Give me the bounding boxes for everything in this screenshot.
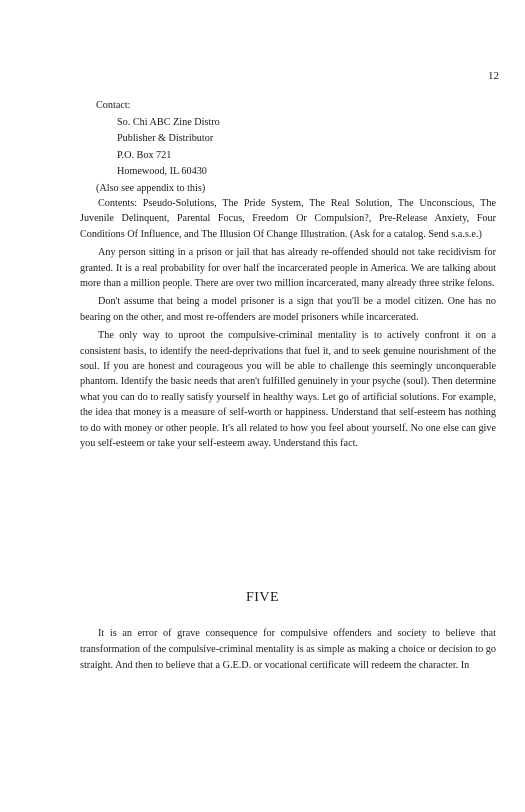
body-text	[80, 196, 496, 455]
paragraph: It is an error of grave consequence for compulsive offenders and society to believe that transformation of the compulsive-criminal mentality is as simple as making a choice or decision to go straight. And then to believe that a G.E.D. or vocational certificate will redeem the character. In	[80, 628, 496, 671]
contact-line: So. Chi ABC Zine Distro	[117, 116, 220, 128]
contact-block	[96, 98, 220, 198]
contact-note: (Also see appendix to this)	[96, 182, 206, 194]
contents-paragraph: Contents: Pseudo-Solutions, The Pride System, The Real Solution, The Unconscious, The Juvenile Delinquent, Parental Focus, Freedom Or Compulsion?, Pre-Release Anxiety, Four Conditions Of Influence, and The Illusion Of Change Illustration. (Ask for a catalog. Send s.a.s.e.)	[80, 198, 496, 240]
section-body	[80, 626, 496, 674]
paragraph: Don't assume that being a model prisoner is a sign that you'll be a model citizen. One has no bearing on the other, and most re-offenders are model prisoners while incarcerated.	[80, 296, 496, 323]
contact-label: Contact:	[96, 100, 131, 111]
contact-line: P.O. Box 721	[117, 149, 172, 161]
paragraph: Any person sitting in a prison or jail that has already re-offended should not take recidivism for granted. It is a real probability for over half the incarcerated people in America. We are talking about more than a million people. There are over two million incarcerated, many already three strike felons.	[80, 247, 496, 290]
paragraph: The only way to uproot the compulsive-criminal mentality is to actively confront it on a consistent basis, to identify the need-deprivations that fuel it, and to seek genuine nourishment of the soul. If you are honest and courageous you will be able to challenge this seemingly unconquerable phantom. Identify the basic needs that aren't fulfilled genuinely in your psyche (soul). Then determine what you can do to really satisfy yourself in healthy ways. Let go of artificial solutions. For example, the idea that money is a measure of self-worth or happiness. Understand that self-esteem has nothing to do with money or other people. It's all related to how you feel about yourself. No one else can give you self-esteem or take your self-esteem away. Understand this fact.	[80, 330, 496, 450]
page-number: 12	[488, 70, 499, 82]
section-heading: FIVE	[245, 590, 280, 605]
contact-line: Homewood, IL 60430	[117, 166, 207, 178]
contact-line: Publisher & Distributor	[117, 133, 214, 145]
